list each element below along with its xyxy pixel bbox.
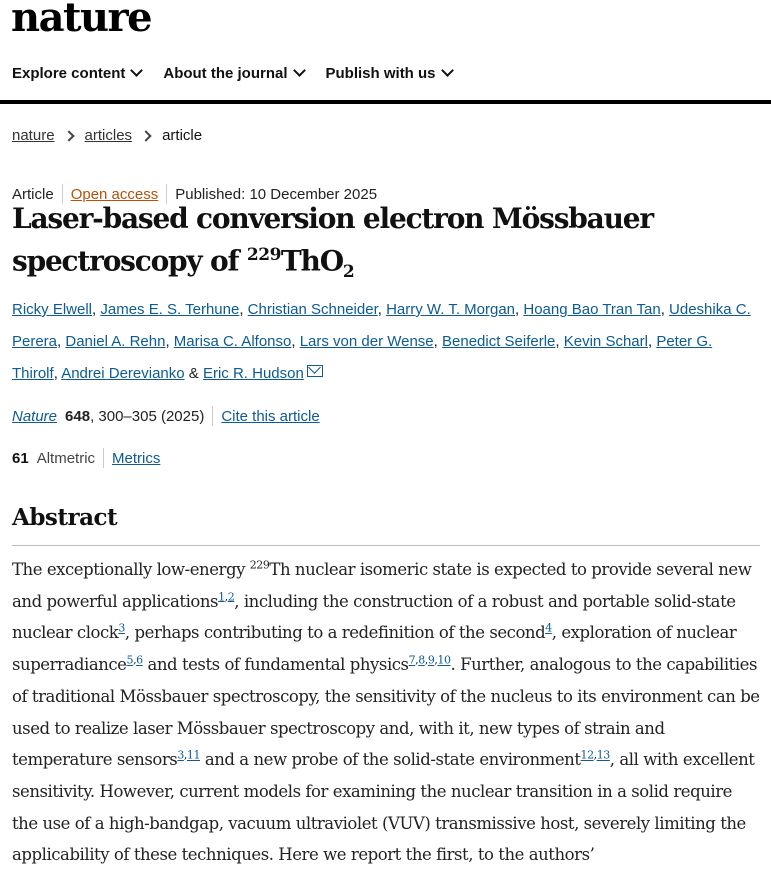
reference-link[interactable]: 8 <box>418 653 425 667</box>
reference-link[interactable]: 12 <box>580 748 594 762</box>
reference-group: 5,6 <box>126 653 143 667</box>
reference-link[interactable]: 7 <box>408 653 416 667</box>
author-list: Ricky Elwell, James E. S. Terhune, Christian Schneider, Harry W. T. Morgan, Hoang Bao Tran Tan, Udeshika C. Perera, Daniel A. Rehn, Marisa C. Alfonso, Lars von der Wense, Benedict Seiferle, Kevin Scharl, Peter G. Thirolf, Andrei Derevianko & Eric R. Hudson <box>12 301 751 382</box>
author-link[interactable]: Hoang Bao Tran Tan <box>523 301 661 318</box>
nav-label: Explore content <box>12 65 126 82</box>
abstract-segment: . Further, analogous to the capabilities of traditional Mössbauer spectroscopy, the sensitivity of the nucleus to its environment can be used to realize laser Mössbauer spectroscopy and, with it, new types of strain and temperature sensors <box>12 655 760 770</box>
reference-link[interactable]: 3 <box>118 621 125 635</box>
nature-logo[interactable]: nature <box>11 0 152 41</box>
reference-link[interactable]: 1 <box>218 590 225 604</box>
pages: , 300–305 (2025) <box>90 407 205 425</box>
reference-group: 12,13 <box>580 748 610 762</box>
chevron-down-icon <box>441 64 454 77</box>
author-link[interactable]: Ricky Elwell <box>12 301 93 318</box>
chevron-down-icon <box>293 64 306 77</box>
mail-icon[interactable] <box>307 365 323 377</box>
metrics-link[interactable]: Metrics <box>112 449 161 467</box>
citation-line <box>12 406 320 426</box>
chevron-down-icon <box>130 64 143 77</box>
journal-name-link[interactable]: Nature <box>12 407 58 425</box>
reference-link[interactable]: 2 <box>227 590 235 604</box>
divider <box>212 406 213 426</box>
nav-label: Publish with us <box>325 65 436 82</box>
metrics-line <box>12 448 160 468</box>
reference-group: 7,8,9,10 <box>408 653 451 667</box>
author-link[interactable]: Christian Schneider <box>247 301 378 318</box>
title-text: Laser-based conversion electron Mössbauer spectroscopy of <box>12 202 653 278</box>
abstract-segment: and a new probe of the solid-state environment <box>200 750 581 770</box>
authors-and: & <box>184 365 203 382</box>
cite-this-article-link[interactable]: Cite this article <box>221 407 320 425</box>
abstract-segment: , perhaps contributing to a redefinition of the second <box>124 623 546 643</box>
nav-explore-content[interactable] <box>12 65 141 82</box>
reference-link[interactable]: 3 <box>177 748 184 762</box>
author-link[interactable]: Kevin Scharl <box>563 333 648 350</box>
chevron-right-icon <box>63 130 74 141</box>
author-link[interactable]: Daniel A. Rehn <box>65 333 166 350</box>
reference-link[interactable]: 9 <box>427 653 435 667</box>
altmetric-label: Altmetric <box>36 449 96 467</box>
author-link[interactable]: Andrei Derevianko <box>61 365 185 382</box>
abstract-segment: Th nuclear isomeric state is expected to provide several new and powerful applications <box>12 560 752 611</box>
reference-group: 3,11 <box>177 748 201 762</box>
reference-link[interactable]: 5 <box>126 653 134 667</box>
abstract-heading: Abstract <box>12 504 118 531</box>
volume: 648 <box>65 407 91 425</box>
abstract-segment: The exceptionally low-energy <box>12 560 250 579</box>
article-title <box>12 200 712 291</box>
author-link[interactable]: Udeshika C. Perera <box>12 301 751 350</box>
reference-link[interactable]: 13 <box>596 748 610 762</box>
abstract-segment: and tests of fundamental physics <box>142 655 409 675</box>
author-link[interactable]: Lars von der Wense <box>299 333 434 350</box>
abstract-divider <box>12 545 760 546</box>
header-divider <box>0 100 771 104</box>
abstract-segment: , exploration of nuclear superradiance <box>12 623 737 675</box>
reference-link[interactable]: 4 <box>545 621 552 635</box>
main-nav <box>12 65 474 82</box>
author-link[interactable]: Eric R. Hudson <box>202 365 304 382</box>
author-link[interactable]: Peter G. Thirolf <box>12 333 713 382</box>
author-link[interactable]: James E. S. Terhune <box>100 301 240 318</box>
nav-about-the-journal[interactable] <box>163 65 303 82</box>
reference-link[interactable]: 6 <box>136 653 143 667</box>
title-text-formula: ThO <box>280 244 343 278</box>
altmetric-count: 61 <box>12 449 29 467</box>
nav-label: About the journal <box>163 65 288 82</box>
title-subscript: 2 <box>342 261 354 282</box>
breadcrumb-current: article <box>162 127 203 144</box>
published-date: Published: 10 December 2025 <box>175 185 378 203</box>
isotope-superscript: 229 <box>249 558 270 572</box>
breadcrumb-articles[interactable]: articles <box>84 127 133 144</box>
nav-publish-with-us[interactable] <box>326 65 452 82</box>
open-access-link[interactable]: Open access <box>70 185 159 203</box>
breadcrumb <box>12 127 202 144</box>
chevron-right-icon <box>140 130 151 141</box>
breadcrumb-nature[interactable]: nature <box>12 127 55 144</box>
author-link[interactable]: Marisa C. Alfonso <box>173 333 292 350</box>
reference-link[interactable]: 10 <box>437 653 451 667</box>
reference-group: 1,2 <box>218 590 235 604</box>
abstract-segment: , all with excellent sensitivity. However, current models for examining the nuclear transition in a solid require the use of a high-bandgap, vacuum ultraviolet (VUV) transmissive host, severely limiting the applicability of these techniques. Here we report the first, to the authors’ <box>12 750 755 865</box>
title-superscript: 229 <box>246 245 281 265</box>
abstract-text <box>12 554 760 871</box>
abstract-segment: , including the construction of a robust and portable solid-state nuclear clock <box>12 591 736 643</box>
divider <box>103 448 104 468</box>
reference-link[interactable]: 11 <box>186 748 201 762</box>
author-link[interactable]: Harry W. T. Morgan <box>386 301 516 318</box>
article-type: Article <box>12 185 54 203</box>
author-link[interactable]: Benedict Seiferle <box>442 333 556 350</box>
